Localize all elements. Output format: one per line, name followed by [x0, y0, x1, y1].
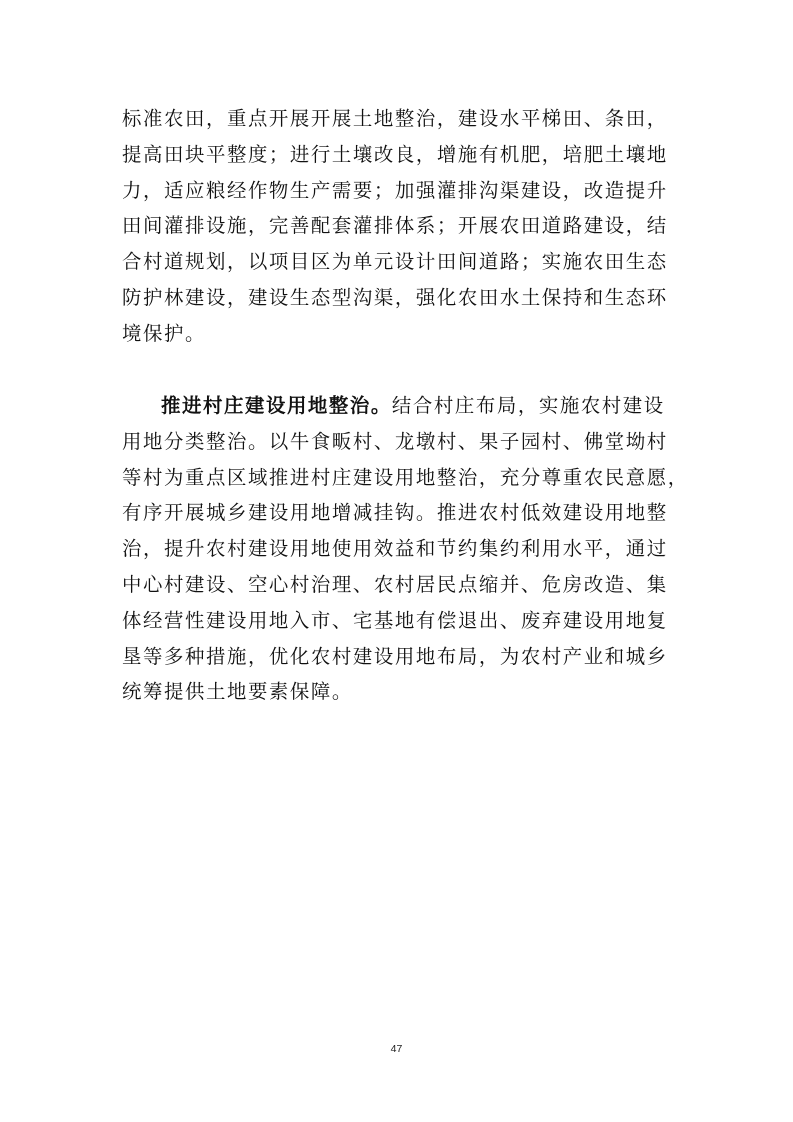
text-line: 统筹提供土地要素保障。 — [122, 680, 353, 704]
text-line: 防护林建设，建设生态型沟渠，强化农田水土保持和生态环 — [122, 285, 668, 309]
text-line: 合村道规划，以项目区为单元设计田间道路；实施农田生态 — [122, 250, 668, 274]
text-line: 用地分类整治。以牛食畈村、龙墩村、果子园村、佛堂坳村 — [122, 429, 668, 453]
text-line: 有序开展城乡建设用地增减挂钩。推进农村低效建设用地整 — [122, 501, 668, 525]
text-line: 田间灌排设施，完善配套灌排体系；开展农田道路建设，结 — [122, 214, 668, 238]
page-number: 47 — [390, 1043, 403, 1055]
text-line: 中心村建设、空心村治理、农村居民点缩并、危房改造、集 — [122, 572, 668, 596]
text-line: 力，适应粮经作物生产需要；加强灌排沟渠建设，改造提升 — [122, 178, 668, 202]
paragraph-village-land — [122, 388, 689, 710]
paragraph-farmland — [122, 101, 682, 352]
text-line-rest: 结合村庄布局，实施农村建设 — [391, 394, 665, 417]
text-line: 等村为重点区域推进村庄建设用地整治，充分尊重农民意愿， — [122, 465, 689, 489]
text-line: 垦等多种措施，优化农村建设用地布局，为农村产业和城乡 — [122, 644, 668, 668]
text-line: 境保护。 — [122, 321, 206, 345]
text-line: 提高田块平整度；进行土壤改良，增施有机肥，培肥土壤地 — [122, 142, 668, 166]
paragraph-heading: 推进村庄建设用地整治。 — [161, 394, 392, 417]
text-line: 体经营性建设用地入市、宅基地有偿退出、废弃建设用地复 — [122, 608, 668, 632]
text-line: 治，提升农村建设用地使用效益和节约集约利用水平，通过 — [122, 537, 668, 561]
paragraph-first-line — [122, 388, 682, 424]
text-line: 标准农田，重点开展开展土地整治，建设水平梯田、条田， — [122, 107, 668, 130]
